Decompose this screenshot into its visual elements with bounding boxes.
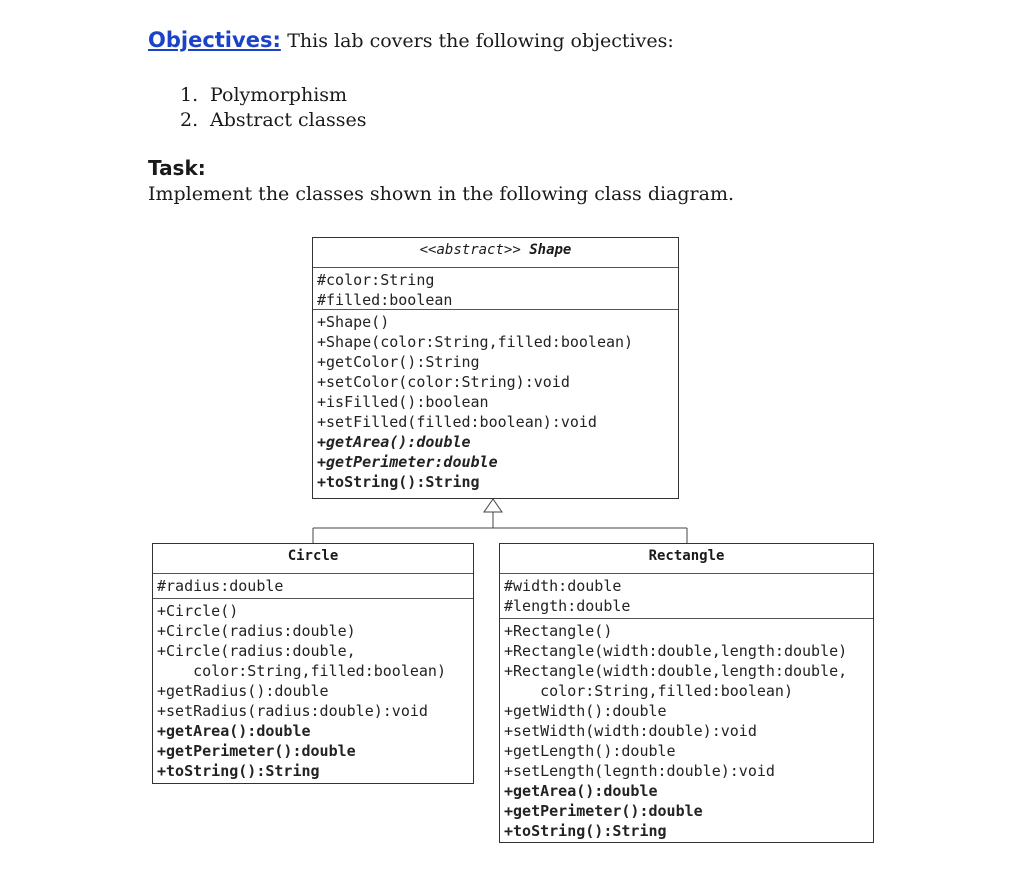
rectangle-class-box xyxy=(499,543,874,843)
circle-method: +getPerimeter():double xyxy=(157,742,356,760)
list-item: 1. Polymorphism xyxy=(180,84,348,106)
shape-method: +isFilled():boolean xyxy=(317,393,489,411)
shape-method: +setFilled(filled:boolean):void xyxy=(317,413,597,431)
circle-attributes xyxy=(153,573,473,598)
shape-method: +Shape() xyxy=(317,313,390,331)
shape-stereotype: <<abstract>> xyxy=(419,242,521,258)
rectangle-attributes xyxy=(500,573,873,618)
rectangle-method: +toString():String xyxy=(504,822,667,840)
circle-methods xyxy=(153,598,473,783)
shape-class-box xyxy=(312,237,679,499)
rectangle-method: +Rectangle(width:double,length:double, xyxy=(504,662,848,680)
rectangle-attribute: #length:double xyxy=(504,597,631,615)
rectangle-method: +getLength():double xyxy=(504,742,676,760)
circle-method: +setRadius(radius:double):void xyxy=(157,702,428,720)
rectangle-method: +getPerimeter():double xyxy=(504,802,703,820)
circle-class-title: Circle xyxy=(287,548,339,564)
rectangle-attribute: #width:double xyxy=(504,577,622,595)
shape-attributes xyxy=(313,267,678,309)
circle-class-box xyxy=(152,543,474,784)
rectangle-method: +getArea():double xyxy=(504,782,658,800)
rectangle-method: +getWidth():double xyxy=(504,702,667,720)
task-heading: Task: xyxy=(148,156,206,180)
shape-abstract-method: +getPerimeter:double xyxy=(317,453,498,471)
rectangle-class-title: Rectangle xyxy=(648,548,725,564)
circle-method: +toString():String xyxy=(157,762,320,780)
objectives-heading: Objectives: xyxy=(148,28,281,52)
shape-methods xyxy=(313,309,678,494)
task-text: Implement the classes shown in the following class diagram. xyxy=(148,183,735,205)
shape-method: +toString():String xyxy=(317,473,480,491)
circle-method: +Circle(radius:double) xyxy=(157,622,356,640)
objectives-text: This lab covers the following objectives: xyxy=(287,30,674,52)
rectangle-method: +Rectangle() xyxy=(504,622,613,640)
shape-abstract-method: +getArea():double xyxy=(317,433,471,451)
rectangle-methods xyxy=(500,618,873,843)
list-item: 2. Abstract classes xyxy=(180,109,367,131)
shape-method: +setColor(color:String):void xyxy=(317,373,570,391)
shape-class-title xyxy=(313,238,678,267)
rectangle-method: +setLength(legnth:double):void xyxy=(504,762,775,780)
shape-method: +getColor():String xyxy=(317,353,480,371)
inheritance-arrow-icon xyxy=(484,499,502,512)
circle-method: color:String,filled:boolean) xyxy=(157,662,446,680)
rectangle-method: +Rectangle(width:double,length:double) xyxy=(504,642,848,660)
shape-attribute: #filled:boolean xyxy=(317,291,453,309)
circle-method: +Circle() xyxy=(157,602,239,620)
rectangle-method: color:String,filled:boolean) xyxy=(504,682,793,700)
shape-attribute: #color:String xyxy=(317,271,435,289)
circle-attribute: #radius:double xyxy=(157,577,284,595)
shape-method: +Shape(color:String,filled:boolean) xyxy=(317,333,634,351)
shape-class-name: Shape xyxy=(529,242,572,258)
rectangle-method: +setWidth(width:double):void xyxy=(504,722,757,740)
circle-method: +getArea():double xyxy=(157,722,311,740)
circle-method: +getRadius():double xyxy=(157,682,329,700)
circle-method: +Circle(radius:double, xyxy=(157,642,356,660)
